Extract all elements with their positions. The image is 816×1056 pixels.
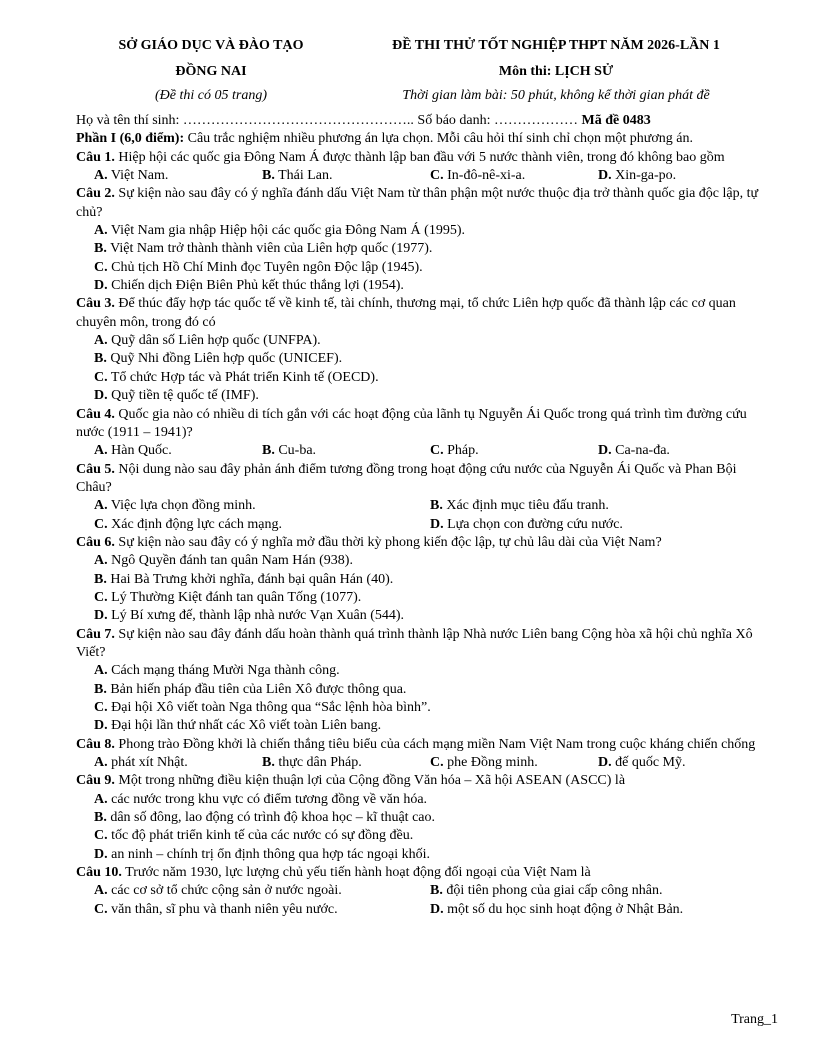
answer-option-c[interactable] bbox=[76, 369, 766, 387]
option-text: Cách mạng tháng Mười Nga thành công. bbox=[107, 663, 340, 679]
question-label: Câu 1. bbox=[76, 149, 115, 165]
option-key: A. bbox=[94, 755, 108, 771]
answer-option-c[interactable] bbox=[76, 827, 766, 845]
exam-code: Mã đề 0483 bbox=[581, 113, 651, 128]
answer-option-c[interactable] bbox=[76, 699, 766, 717]
student-name-label: Họ và tên thí sinh: ………………………………………….. Số báo danh: ……………… bbox=[76, 113, 582, 128]
option-text: Lý Thường Kiệt đánh tan quân Tống (1077). bbox=[107, 589, 362, 605]
answer-option-d[interactable] bbox=[598, 754, 766, 772]
answer-option-d[interactable] bbox=[430, 901, 766, 919]
option-text: các nước trong khu vực có điểm tương đồng về văn hóa. bbox=[107, 791, 428, 807]
department-name: SỞ GIÁO DỤC VÀ ĐÀO TẠO bbox=[118, 38, 304, 53]
question-text: Nội dung nào sau đây phản ánh điểm tương đồng trong hoạt động cứu nước của Nguyễn Ái Quốc và Phan Bội Châu? bbox=[76, 461, 737, 495]
option-key: C. bbox=[94, 589, 108, 605]
option-text: Cu-ba. bbox=[274, 443, 317, 459]
answer-option-b[interactable] bbox=[76, 571, 766, 589]
question-label: Câu 6. bbox=[76, 534, 115, 550]
option-text: Chiến dịch Điện Biên Phủ kết thúc thắng lợi (1954). bbox=[107, 278, 404, 294]
options-row bbox=[76, 516, 766, 534]
options-row bbox=[76, 754, 766, 772]
answer-option-c[interactable] bbox=[94, 516, 430, 534]
province-name: ĐỒNG NAI bbox=[175, 64, 247, 79]
answer-option-d[interactable] bbox=[76, 846, 766, 864]
option-text: Ca-na-đa. bbox=[611, 443, 670, 459]
option-key: B. bbox=[430, 883, 443, 899]
option-text: Quỹ tiền tệ quốc tế (IMF). bbox=[107, 388, 259, 404]
option-text: thực dân Pháp. bbox=[274, 755, 362, 771]
question-2 bbox=[76, 185, 766, 295]
part-one-heading bbox=[76, 130, 766, 148]
answer-option-b[interactable] bbox=[262, 754, 430, 772]
option-key: C. bbox=[430, 168, 444, 184]
option-text: Ngô Quyền đánh tan quân Nam Hán (938). bbox=[107, 553, 353, 569]
option-text: dân số đông, lao động có trình độ khoa học – kĩ thuật cao. bbox=[106, 810, 436, 826]
question-8 bbox=[76, 736, 766, 773]
answer-option-a[interactable] bbox=[94, 882, 430, 900]
question-text: Sự kiện nào sau đây có ý nghĩa đánh dấu Việt Nam từ thân phận một nước thuộc địa trở thành quốc gia độc lập, tự chủ? bbox=[76, 186, 759, 220]
options-row bbox=[76, 901, 766, 919]
answer-option-a[interactable] bbox=[94, 754, 262, 772]
question-text: Trước năm 1930, lực lượng chủ yếu tiến hành hoạt động đối ngoại của Việt Nam là bbox=[121, 865, 591, 881]
answer-option-c[interactable] bbox=[76, 259, 766, 277]
option-text: Đại hội Xô viết toàn Nga thông qua “Sắc lệnh hòa bình”. bbox=[107, 700, 431, 715]
answer-option-a[interactable] bbox=[76, 332, 766, 350]
answer-option-b[interactable] bbox=[76, 350, 766, 368]
option-key: A. bbox=[94, 223, 108, 239]
question-stem bbox=[76, 295, 766, 332]
answer-option-a[interactable] bbox=[76, 662, 766, 680]
question-7 bbox=[76, 626, 766, 736]
option-text: phát xít Nhật. bbox=[107, 755, 188, 771]
question-text: Sự kiện nào sau đây có ý nghĩa mở đầu thời kỳ phong kiến độc lập, tự chủ lâu dài của Việt Nam? bbox=[114, 534, 662, 550]
question-stem bbox=[76, 772, 766, 790]
option-text: Quỹ Nhi đồng Liên hợp quốc (UNICEF). bbox=[106, 351, 343, 367]
option-key: A. bbox=[94, 663, 108, 679]
answer-option-d[interactable] bbox=[598, 442, 766, 460]
question-9 bbox=[76, 772, 766, 864]
answer-option-c[interactable] bbox=[94, 901, 430, 919]
answer-option-d[interactable] bbox=[76, 607, 766, 625]
question-label: Câu 9. bbox=[76, 773, 115, 789]
option-key: D. bbox=[94, 608, 108, 624]
option-key: B. bbox=[94, 241, 107, 257]
option-text: Bản hiến pháp đầu tiên của Liên Xô được thông qua. bbox=[106, 681, 407, 697]
option-text: Tổ chức Hợp tác và Phát triển Kinh tế (OECD). bbox=[107, 369, 379, 385]
options-row bbox=[76, 442, 766, 460]
option-key: C. bbox=[94, 828, 108, 844]
answer-option-b[interactable] bbox=[76, 681, 766, 699]
option-key: B. bbox=[430, 498, 443, 514]
options-row bbox=[76, 882, 766, 900]
option-text: Việt Nam. bbox=[107, 168, 169, 184]
option-key: D. bbox=[598, 443, 612, 459]
answer-option-b[interactable] bbox=[430, 882, 766, 900]
question-stem bbox=[76, 864, 766, 882]
option-key: A. bbox=[94, 498, 108, 514]
option-text: Xác định mục tiêu đấu tranh. bbox=[442, 498, 609, 514]
option-key: D. bbox=[598, 755, 612, 771]
question-stem bbox=[76, 406, 766, 443]
student-info-line bbox=[76, 112, 766, 130]
option-key: C. bbox=[94, 901, 108, 917]
part-one-instructions: Câu trắc nghiệm nhiều phương án lựa chọn. Mỗi câu hỏi thí sinh chỉ chọn một phương án. bbox=[184, 131, 693, 147]
question-text: Hiệp hội các quốc gia Đông Nam Á được thành lập ban đầu với 5 nước thành viên, trong đó không bao gồm bbox=[114, 149, 725, 165]
option-key: B. bbox=[262, 443, 275, 459]
answer-option-d[interactable] bbox=[76, 717, 766, 735]
option-text: Xác định động lực cách mạng. bbox=[107, 516, 282, 532]
answer-option-c[interactable] bbox=[430, 754, 598, 772]
answer-option-d[interactable] bbox=[76, 277, 766, 295]
option-text: tốc độ phát triển kinh tế của các nước có sự đồng đều. bbox=[107, 828, 414, 844]
option-text: Xin-ga-po. bbox=[611, 168, 677, 184]
option-text: một số du học sinh hoạt động ở Nhật Bản. bbox=[443, 901, 684, 917]
question-text: Sự kiện nào sau đây đánh dấu hoàn thành quá trình thành lập Nhà nước Liên bang Cộng hòa xã hội chủ nghĩa Xô Viết? bbox=[76, 626, 753, 660]
question-stem bbox=[76, 461, 766, 498]
page-count-note: (Đề thi có 05 trang) bbox=[155, 88, 267, 103]
option-key: C. bbox=[94, 259, 108, 275]
option-text: Việt Nam gia nhập Hiệp hội các quốc gia Đông Nam Á (1995). bbox=[107, 223, 465, 239]
option-key: D. bbox=[94, 278, 108, 294]
answer-option-d[interactable] bbox=[598, 167, 766, 185]
question-5 bbox=[76, 461, 766, 534]
option-key: B. bbox=[262, 755, 275, 771]
option-key: A. bbox=[94, 553, 108, 569]
option-text: Thái Lan. bbox=[274, 168, 333, 184]
option-key: C. bbox=[94, 369, 108, 385]
option-key: B. bbox=[94, 681, 107, 697]
option-text: đế quốc Mỹ. bbox=[611, 755, 686, 771]
options-row bbox=[76, 497, 766, 515]
question-list bbox=[76, 149, 766, 919]
answer-option-b[interactable] bbox=[262, 442, 430, 460]
answer-option-d[interactable] bbox=[430, 516, 766, 534]
question-text: Quốc gia nào có nhiều di tích gắn với các hoạt động của lãnh tụ Nguyễn Ái Quốc trong quá trình tìm đường cứu nước (1911 – 1941)? bbox=[76, 406, 747, 440]
option-key: C. bbox=[430, 443, 444, 459]
option-key: D. bbox=[94, 846, 108, 862]
answer-option-c[interactable] bbox=[76, 589, 766, 607]
answer-option-c[interactable] bbox=[430, 167, 598, 185]
option-key: B. bbox=[94, 571, 107, 587]
question-6 bbox=[76, 534, 766, 626]
question-label: Câu 5. bbox=[76, 461, 115, 477]
question-stem bbox=[76, 534, 766, 552]
question-10 bbox=[76, 864, 766, 919]
option-text: Hàn Quốc. bbox=[107, 443, 172, 459]
question-label: Câu 2. bbox=[76, 186, 115, 202]
answer-option-a[interactable] bbox=[76, 552, 766, 570]
subject-name: Môn thi: LỊCH SỬ bbox=[498, 64, 614, 79]
option-text: In-đô-nê-xi-a. bbox=[443, 168, 526, 184]
option-text: Lựa chọn con đường cứu nước. bbox=[443, 516, 623, 532]
exam-content bbox=[76, 112, 766, 919]
question-label: Câu 10. bbox=[76, 865, 122, 881]
page-number: Trang_1 bbox=[731, 1012, 778, 1027]
question-4 bbox=[76, 406, 766, 461]
option-key: D. bbox=[94, 388, 108, 404]
answer-option-d[interactable] bbox=[76, 387, 766, 405]
question-text: Một trong những điều kiện thuận lợi của Cộng đồng Văn hóa – Xã hội ASEAN (ASCC) là bbox=[114, 773, 626, 789]
option-key: A. bbox=[94, 883, 108, 899]
time-note: Thời gian làm bài: 50 phút, không kể thời gian phát đề bbox=[402, 88, 710, 103]
answer-option-a[interactable] bbox=[94, 442, 262, 460]
option-key: C. bbox=[430, 755, 444, 771]
option-key: D. bbox=[94, 718, 108, 734]
option-key: C. bbox=[94, 516, 108, 532]
option-text: văn thân, sĩ phu và thanh niên yêu nước. bbox=[107, 901, 338, 917]
part-one-title: Phần I (6,0 điểm): bbox=[76, 131, 185, 147]
question-label: Câu 8. bbox=[76, 736, 115, 752]
option-key: A. bbox=[94, 791, 108, 807]
question-1 bbox=[76, 149, 766, 186]
question-text: Phong trào Đồng khởi là chiến thắng tiêu biểu của cách mạng miền Nam Việt Nam trong cuộc kháng chiến chống bbox=[114, 736, 756, 752]
question-stem bbox=[76, 149, 766, 167]
answer-option-b[interactable] bbox=[262, 167, 430, 185]
option-key: D. bbox=[430, 901, 444, 917]
option-text: Chủ tịch Hồ Chí Minh đọc Tuyên ngôn Độc lập (1945). bbox=[107, 259, 423, 275]
option-key: A. bbox=[94, 333, 108, 349]
option-key: B. bbox=[262, 168, 275, 184]
option-text: Pháp. bbox=[443, 443, 479, 459]
option-key: C. bbox=[94, 700, 108, 715]
question-3 bbox=[76, 295, 766, 405]
question-label: Câu 3. bbox=[76, 296, 115, 312]
option-text: Đại hội lần thứ nhất các Xô viết toàn Liên bang. bbox=[107, 718, 382, 734]
answer-option-c[interactable] bbox=[430, 442, 598, 460]
question-stem bbox=[76, 626, 766, 663]
option-text: đội tiên phong của giai cấp công nhân. bbox=[442, 883, 663, 899]
options-row bbox=[76, 167, 766, 185]
option-text: Quỹ dân số Liên hợp quốc (UNFPA). bbox=[107, 333, 321, 349]
option-key: B. bbox=[94, 351, 107, 367]
question-stem bbox=[76, 736, 766, 754]
option-key: A. bbox=[94, 168, 108, 184]
answer-option-a[interactable] bbox=[94, 167, 262, 185]
answer-option-a[interactable] bbox=[76, 791, 766, 809]
option-text: Việt Nam trở thành thành viên của Liên hợp quốc (1977). bbox=[106, 241, 433, 257]
answer-option-b[interactable] bbox=[76, 240, 766, 258]
option-text: Hai Bà Trưng khởi nghĩa, đánh bại quân Hán (40). bbox=[106, 571, 394, 587]
answer-option-b[interactable] bbox=[76, 809, 766, 827]
option-key: A. bbox=[94, 443, 108, 459]
question-stem bbox=[76, 185, 766, 222]
option-key: D. bbox=[430, 516, 444, 532]
answer-option-a[interactable] bbox=[94, 497, 430, 515]
question-label: Câu 4. bbox=[76, 406, 115, 422]
answer-option-b[interactable] bbox=[430, 497, 766, 515]
option-text: các cơ sở tổ chức cộng sản ở nước ngoài. bbox=[107, 883, 342, 899]
option-text: Việc lựa chọn đồng minh. bbox=[107, 498, 256, 514]
option-key: D. bbox=[598, 168, 612, 184]
option-key: B. bbox=[94, 810, 107, 826]
question-text: Để thúc đẩy hợp tác quốc tế về kinh tế, tài chính, thương mại, tổ chức Liên hợp quốc đã thành lập các cơ quan chuyên môn, trong đó có bbox=[76, 296, 736, 330]
option-text: Lý Bí xưng đế, thành lập nhà nước Vạn Xuân (544). bbox=[107, 608, 405, 624]
answer-option-a[interactable] bbox=[76, 222, 766, 240]
option-text: an ninh – chính trị ổn định thông qua hợp tác ngoại khối. bbox=[107, 846, 430, 862]
option-text: phe Đồng minh. bbox=[443, 755, 538, 771]
exam-title: ĐỀ THI THỬ TỐT NGHIỆP THPT NĂM 2026-LẦN 1 bbox=[392, 38, 720, 53]
question-label: Câu 7. bbox=[76, 626, 115, 642]
